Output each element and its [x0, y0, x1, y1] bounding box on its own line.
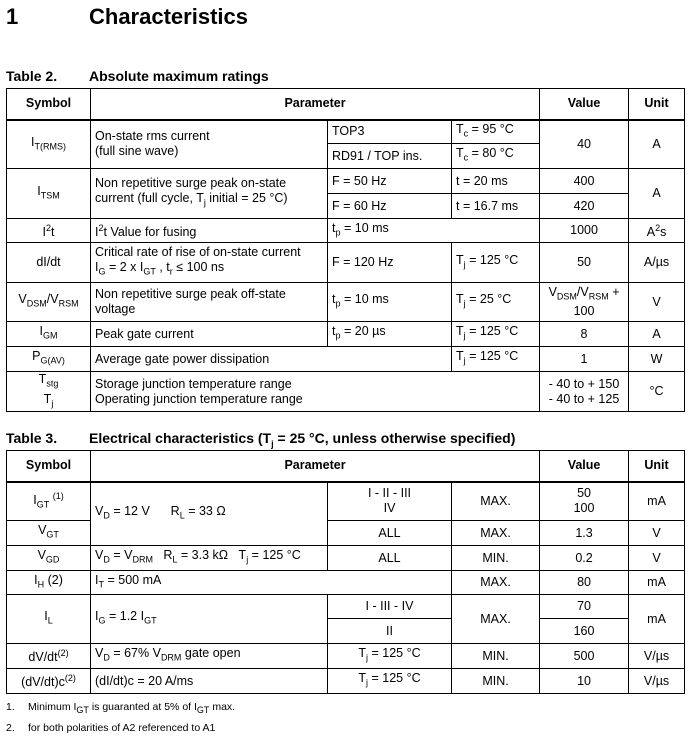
value-cell: 40 — [540, 120, 629, 169]
unit-cell: A — [629, 169, 685, 219]
table-row — [7, 482, 685, 521]
table2-title: Absolute maximum ratings — [89, 68, 269, 84]
table-row — [7, 644, 685, 669]
minmax-cell: MIN. — [452, 644, 540, 669]
condition-cell: $T_j = 125$ °C — [452, 322, 540, 347]
quadrant-cell: II — [328, 619, 452, 644]
quadrant-cell: I - III - IV — [328, 595, 452, 619]
unit-cell: V/µs — [629, 669, 685, 694]
parameter-cell: Non repetitive surge peak off-state voltage — [91, 283, 328, 322]
unit-cell: mA — [629, 595, 685, 644]
parameter-cell: On-state rms current (full sine wave) — [91, 120, 328, 169]
symbol-vdsm-vrsm: $V_{DSM}/V_{RSM}$ — [7, 283, 91, 322]
parameter-cell: $I_G = 1.2$ $I_{GT}$ — [91, 595, 328, 644]
symbol-vgd: $V_{GD}$ — [7, 546, 91, 571]
table2-header-row — [7, 89, 685, 120]
table-row — [7, 347, 685, 372]
minmax-cell: MAX. — [452, 595, 540, 644]
condition-cell: $t_p = 10$ ms — [328, 283, 452, 322]
value-cell: 420 — [540, 194, 629, 219]
footnote-2: 2. for both polarities of A2 referenced to A1 — [6, 722, 216, 734]
minmax-cell: MAX. — [452, 571, 540, 595]
condition-cell: $T_j = 125$ °C — [452, 347, 540, 372]
minmax-cell: MAX. — [452, 482, 540, 521]
table-row — [7, 595, 685, 619]
symbol-igm: $I_{GM}$ — [7, 322, 91, 347]
symbol-il: $I_L$ — [7, 595, 91, 644]
parameter-cell: $I_T = 500$ mA — [91, 571, 452, 595]
condition-cell: $T_c = 80$ °C — [452, 144, 540, 169]
symbol-itsm: $I_{TSM}$ — [7, 169, 91, 219]
table-row — [7, 372, 685, 412]
table-row — [7, 669, 685, 694]
value-cell: 10 — [540, 669, 629, 694]
parameter-cell: Average gate power dissipation — [91, 347, 452, 372]
parameter-cell: $V_D = V_{DRM}$ $R_L = 3.3$ kΩ $T_j = 125$ °C — [91, 546, 328, 571]
condition-cell: $T_j = 125$ °C — [328, 644, 452, 669]
symbol-didt: dI/dt — [7, 243, 91, 283]
footnote-1: 1. Minimum $I_{GT}$ is guaranted at 5% of $I_{GT}$ max. — [6, 701, 236, 716]
value-cell: $V_{DSM}/V_{RSM}$ + 100 — [540, 283, 629, 322]
header-value: Value — [540, 89, 629, 120]
parameter-cell: $V_D = 67\%$ $V_{DRM}$ gate open — [91, 644, 328, 669]
section-number: 1 — [6, 4, 19, 29]
value-cell: 8 — [540, 322, 629, 347]
unit-cell: A — [629, 120, 685, 169]
symbol-igt: $I_{GT}$ $^{(1)}$ — [7, 482, 91, 521]
value-cell: 50 100 — [540, 482, 629, 521]
symbol-tstg-tj: $T_{stg}$ $T_j$ — [7, 372, 91, 412]
table-row — [7, 243, 685, 283]
unit-cell: A — [629, 322, 685, 347]
condition-cell: $T_c = 95$ °C — [452, 120, 540, 144]
symbol-pgav: $P_{G(AV)}$ — [7, 347, 91, 372]
symbol-i2t: $I^2t$ — [7, 219, 91, 243]
quadrant-cell: I - II - III IV — [328, 482, 452, 521]
quadrant-cell: ALL — [328, 521, 452, 546]
value-cell: 500 — [540, 644, 629, 669]
condition-cell: TOP3 — [328, 120, 452, 144]
symbol-vgt: $V_{GT}$ — [7, 521, 91, 546]
unit-cell: A/µs — [629, 243, 685, 283]
value-cell: 80 — [540, 571, 629, 595]
header-symbol: Symbol — [7, 89, 91, 120]
table-row — [7, 283, 685, 322]
parameter-cell: Peak gate current — [91, 322, 328, 347]
parameter-cell: Non repetitive surge peak on-state current (full cycle, $T_j$ initial = 25 °C) — [91, 169, 328, 219]
unit-cell: V — [629, 546, 685, 571]
quadrant-cell: ALL — [328, 546, 452, 571]
unit-cell: V/µs — [629, 644, 685, 669]
table2-number: Table 2. — [6, 68, 58, 84]
table-row — [7, 322, 685, 347]
absolute-max-ratings-table — [6, 88, 685, 412]
table-row — [7, 120, 685, 144]
minmax-cell: MAX. — [452, 521, 540, 546]
condition-cell: $T_j = 125$ °C — [328, 669, 452, 694]
value-cell: 400 — [540, 169, 629, 194]
header-parameter: Parameter — [91, 451, 540, 482]
header-parameter: Parameter — [91, 89, 540, 120]
symbol-dvdtc: $(dV/dt)c^{(2)}$ — [7, 669, 91, 694]
parameter-cell: Critical rate of rise of on-state current $I_G = 2$ x $I_{GT}$ , $t_r \le 100$ ns — [91, 243, 328, 283]
condition-cell: $t_p = 20$ µs — [328, 322, 452, 347]
symbol-dvdt: $dV/dt^{(2)}$ — [7, 644, 91, 669]
value-cell: 1.3 — [540, 521, 629, 546]
value-cell: 0.2 — [540, 546, 629, 571]
minmax-cell: MIN. — [452, 669, 540, 694]
condition-cell: t = 16.7 ms — [452, 194, 540, 219]
table3-number: Table 3. — [6, 430, 58, 446]
unit-cell: °C — [629, 372, 685, 412]
electrical-characteristics-table — [6, 450, 685, 694]
parameter-cell: Storage junction temperature range Operating junction temperature range — [91, 372, 540, 412]
unit-cell: V — [629, 283, 685, 322]
table-row — [7, 169, 685, 194]
condition-cell: F = 60 Hz — [328, 194, 452, 219]
unit-cell: $A^2s$ — [629, 219, 685, 243]
parameter-cell: $I^2t$ Value for fusing — [91, 219, 328, 243]
table-row — [7, 219, 685, 243]
symbol-it-rms: $I_{T(RMS)}$ — [7, 120, 91, 169]
unit-cell: mA — [629, 482, 685, 521]
value-cell: 160 — [540, 619, 629, 644]
condition-cell: $T_j = 125$ °C — [452, 243, 540, 283]
header-unit: Unit — [629, 451, 685, 482]
symbol-ih: $I_H$ (2) — [7, 571, 91, 595]
header-symbol: Symbol — [7, 451, 91, 482]
condition-cell: RD91 / TOP ins. — [328, 144, 452, 169]
section-title: Characteristics — [89, 4, 248, 29]
parameter-cell: (dI/dt)c = 20 A/ms — [91, 669, 328, 694]
unit-cell: V — [629, 521, 685, 546]
condition-cell: $T_j = 25$ °C — [452, 283, 540, 322]
unit-cell: mA — [629, 571, 685, 595]
condition-cell: F = 50 Hz — [328, 169, 452, 194]
header-unit: Unit — [629, 89, 685, 120]
minmax-cell: MIN. — [452, 546, 540, 571]
condition-cell: F = 120 Hz — [328, 243, 452, 283]
value-cell: 50 — [540, 243, 629, 283]
unit-cell: W — [629, 347, 685, 372]
condition-cell: t = 20 ms — [452, 169, 540, 194]
value-cell: 70 — [540, 595, 629, 619]
header-value: Value — [540, 451, 629, 482]
table-row — [7, 571, 685, 595]
table3-header-row — [7, 451, 685, 482]
value-cell: 1000 — [540, 219, 629, 243]
table-row — [7, 546, 685, 571]
table3-title: Electrical characteristics ($T_j = 25$ °C, unless otherwise specified) — [89, 430, 516, 449]
value-cell: - 40 to + 150 - 40 to + 125 — [540, 372, 629, 412]
value-cell: 1 — [540, 347, 629, 372]
condition-cell: $t_p = 10$ ms — [328, 219, 540, 243]
parameter-cell: $V_D = 12$ V $R_L = 33$ Ω — [91, 482, 328, 546]
